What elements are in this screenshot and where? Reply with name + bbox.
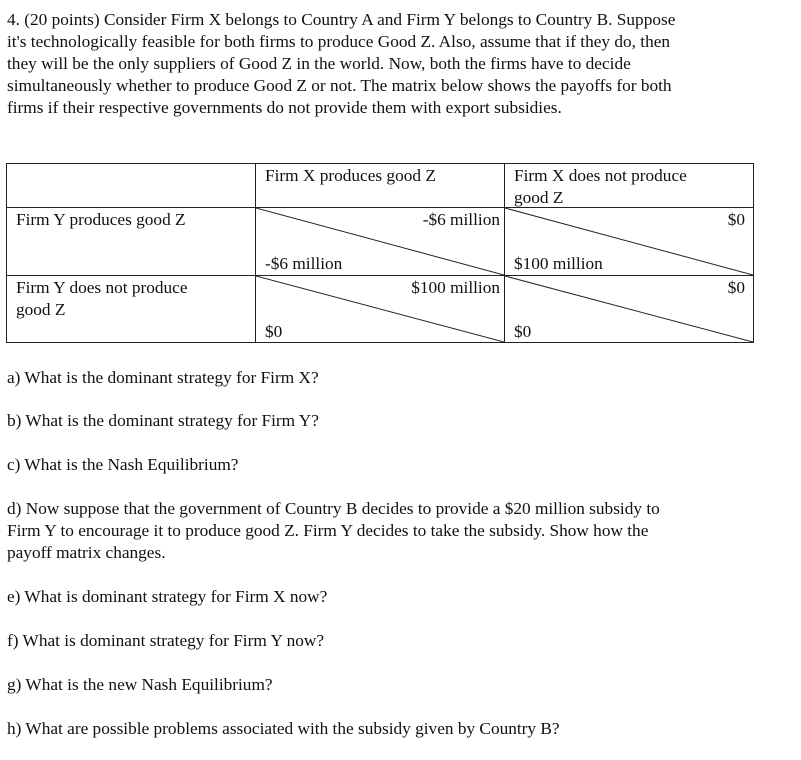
payoff-firm-x: $100 million (411, 278, 500, 297)
col-header-x-not-produce (504, 163, 754, 208)
payoff-firm-y: -$6 million (265, 254, 343, 273)
payoff-cell-r1c2 (504, 207, 754, 276)
diagonal-line (505, 276, 753, 342)
question-d-line: d) Now suppose that the government of Country B decides to provide a $20 million subsidy to (7, 499, 660, 518)
intro-line: 4. (20 points) Consider Firm X belongs to Country A and Firm Y belongs to Country B. Suppose (7, 10, 676, 29)
row-label-text: good Z (16, 300, 66, 319)
intro-line: they will be the only suppliers of Good Z in the world. Now, both the firms have to decide (7, 54, 631, 73)
payoff-firm-x: $0 (727, 210, 745, 229)
question-d-line: Firm Y to encourage it to produce good Z. Firm Y decides to take the subsidy. Show how the (7, 521, 649, 540)
col-header-text: Firm X produces good Z (265, 166, 436, 185)
payoff-firm-y: $100 million (514, 254, 603, 273)
payoff-firm-y: $0 (265, 322, 283, 341)
payoff-matrix (6, 163, 754, 343)
question-b: b) What is the dominant strategy for Firm Y? (7, 411, 319, 430)
row-label-text: Firm Y produces good Z (16, 210, 186, 229)
payoff-cell-r1c1 (255, 207, 505, 276)
row-label-text: Firm Y does not produce (16, 278, 188, 297)
payoff-cell-r2c2 (504, 275, 754, 343)
row-label-y-not-produce (6, 275, 256, 343)
col-header-text: good Z (514, 188, 564, 207)
question-a: a) What is the dominant strategy for Firm X? (7, 368, 319, 387)
question-d (7, 498, 660, 564)
payoff-firm-x: -$6 million (422, 210, 500, 229)
matrix-corner-cell (6, 163, 256, 208)
intro-line: firms if their respective governments do not provide them with export subsidies. (7, 98, 562, 117)
problem-statement (7, 9, 797, 119)
question-h: h) What are possible problems associated with the subsidy given by Country B? (7, 719, 560, 738)
intro-line: it's technologically feasible for both firms to produce Good Z. Also, assume that if they do, then (7, 32, 671, 51)
question-c: c) What is the Nash Equilibrium? (7, 455, 239, 474)
question-e: e) What is dominant strategy for Firm X now? (7, 587, 328, 606)
payoff-firm-x: $0 (727, 278, 745, 297)
question-g: g) What is the new Nash Equilibrium? (7, 675, 273, 694)
col-header-x-produces (255, 163, 505, 208)
intro-line: simultaneously whether to produce Good Z or not. The matrix below shows the payoffs for both (7, 76, 672, 95)
payoff-firm-y: $0 (514, 322, 532, 341)
col-header-text: Firm X does not produce (514, 166, 687, 185)
diagonal-divider (505, 276, 753, 342)
payoff-cell-r2c1 (255, 275, 505, 343)
row-label-y-produces (6, 207, 256, 276)
question-d-line: payoff matrix changes. (7, 543, 166, 562)
question-f: f) What is dominant strategy for Firm Y now? (7, 631, 325, 650)
